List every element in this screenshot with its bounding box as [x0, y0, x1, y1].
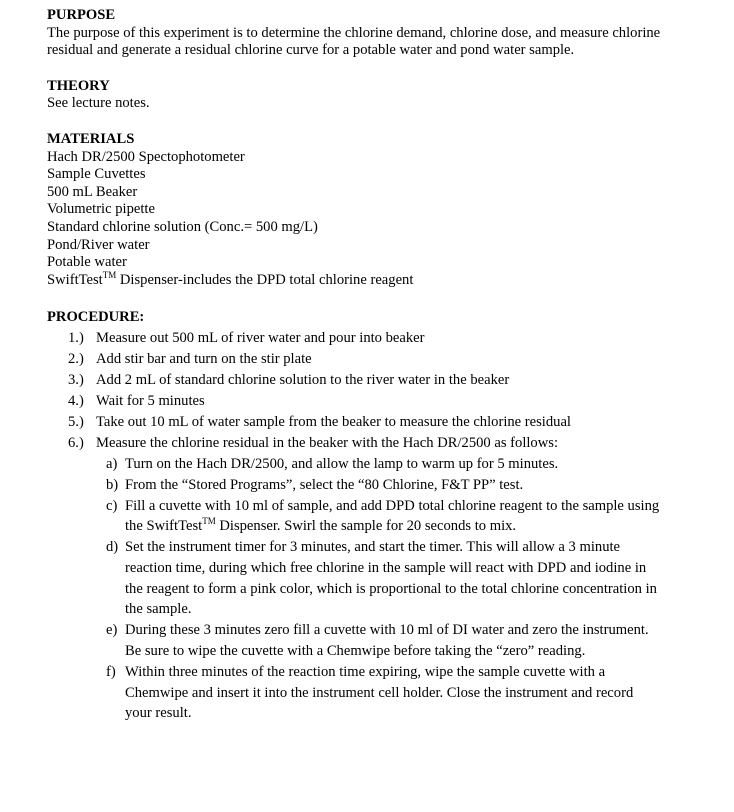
procedure-substep-e — [47, 620, 663, 662]
step-number: 2.) — [68, 350, 84, 367]
procedure-step — [47, 412, 687, 433]
purpose-text: The purpose of this experiment is to determine the chlorine demand, chlorine dose, and measure chlorine residual and generate a residual chlorine curve for a potable water and pond water sample. — [47, 24, 661, 59]
procedure-steps — [47, 328, 687, 454]
substep-text: Turn on the Hach DR/2500, and allow the lamp to warm up for 5 minutes. — [125, 455, 559, 472]
materials-item-swifttest — [47, 269, 687, 290]
procedure-substep-f — [47, 662, 663, 724]
substep-letter: d) — [106, 539, 119, 556]
procedure-step — [47, 370, 687, 391]
substep-letter: b) — [106, 476, 119, 493]
purpose-section — [47, 7, 687, 60]
step-number: 6.) — [68, 434, 84, 451]
procedure-substep-b — [47, 475, 687, 496]
materials-item: Sample Cuvettes — [47, 166, 146, 183]
procedure-step — [47, 391, 687, 412]
substep-text-continued: Dispenser. Swirl the sample for 20 seconds to mix. — [215, 518, 517, 535]
procedure-step — [47, 433, 687, 454]
procedure-substep-c — [47, 496, 665, 538]
substep-text: Fill a cuvette with 10 ml of sample, and add DPD total chlorine reagent to the sample using the SwiftTest — [125, 497, 660, 535]
step-text: Add 2 mL of standard chlorine solution to the river water in the beaker — [96, 371, 510, 388]
document-page — [47, 7, 687, 724]
procedure-step — [47, 328, 687, 349]
trademark-mark: TM — [202, 516, 216, 527]
step-number: 1.) — [68, 329, 84, 346]
step-text: Wait for 5 minutes — [96, 392, 205, 409]
swifttest-name: SwiftTest — [47, 271, 103, 288]
trademark-mark: TM — [102, 269, 117, 280]
procedure-step — [47, 349, 687, 370]
procedure-substep-a — [47, 454, 687, 475]
step-text: Add stir bar and turn on the stir plate — [96, 350, 312, 367]
step-number: 4.) — [68, 392, 84, 409]
materials-item: 500 mL Beaker — [47, 183, 138, 200]
substep-letter: e) — [106, 622, 118, 639]
procedure-section — [47, 309, 687, 724]
step-number: 5.) — [68, 413, 84, 430]
step-text: Take out 10 mL of water sample from the beaker to measure the chlorine residual — [96, 413, 571, 430]
procedure-heading: PROCEDURE: — [47, 309, 145, 326]
theory-heading: THEORY — [47, 77, 110, 94]
materials-item: Potable water — [47, 254, 127, 271]
materials-heading: MATERIALS — [47, 130, 135, 147]
swifttest-description: Dispenser-includes the DPD total chlorine reagent — [116, 271, 414, 288]
substep-text: Set the instrument timer for 3 minutes, and start the timer. This will allow a 3 minute reaction time, during which free chlorine in the sample will react with DPD and iodine in the reagent to form a pink color, which is proportional to the total chlorine concentration in the sample. — [125, 539, 657, 618]
substep-text: Within three minutes of the reaction time expiring, wipe the sample cuvette with a Chemwipe and insert it into the instrument cell holder. Close the instrument and record your result. — [125, 663, 634, 722]
procedure-substep-d — [47, 537, 663, 620]
materials-item: Pond/River water — [47, 236, 150, 253]
theory-text: See lecture notes. — [47, 95, 150, 112]
step-text: Measure the chlorine residual in the beaker with the Hach DR/2500 as follows: — [96, 434, 559, 451]
step-text: Measure out 500 mL of river water and pour into beaker — [96, 329, 425, 346]
substep-text: From the “Stored Programs”, select the “80 Chlorine, F&T PP” test. — [125, 476, 524, 493]
materials-item: Volumetric pipette — [47, 201, 155, 218]
substep-letter: a) — [106, 455, 118, 472]
materials-item: Hach DR/2500 Spectophotometer — [47, 148, 245, 165]
substep-letter: f) — [106, 663, 116, 680]
theory-section — [47, 78, 687, 113]
purpose-heading: PURPOSE — [47, 7, 116, 23]
materials-section — [47, 131, 687, 289]
materials-item: Standard chlorine solution (Conc.= 500 mg/L) — [47, 218, 318, 235]
substep-letter: c) — [106, 497, 118, 514]
procedure-substeps — [47, 454, 687, 724]
step-number: 3.) — [68, 371, 84, 388]
substep-text: During these 3 minutes zero fill a cuvette with 10 ml of DI water and zero the instrument. Be sure to wipe the cuvette with a Chemwipe before taking the “zero” reading. — [125, 622, 649, 660]
